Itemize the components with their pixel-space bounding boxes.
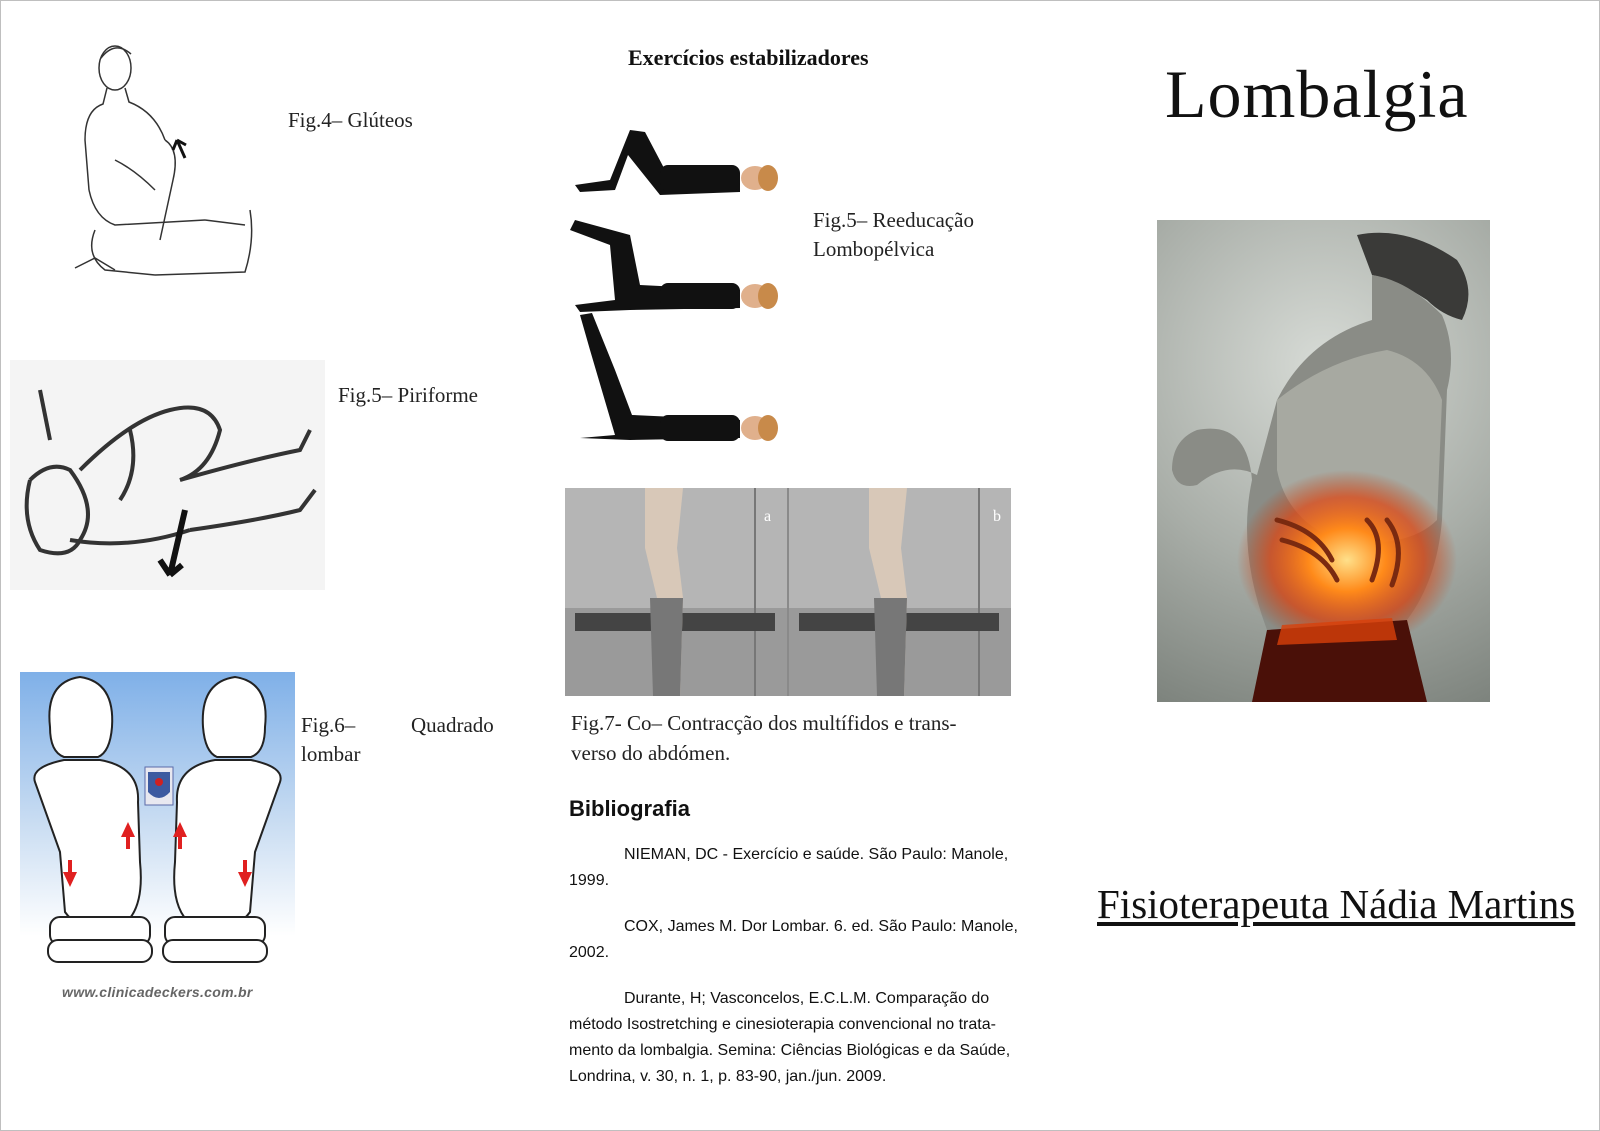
bib-entry [569, 842, 1039, 894]
bib-entry [569, 986, 1039, 1090]
fig4-caption: Fig.4– Glúteos [288, 108, 413, 132]
back-pain-photo [1157, 220, 1490, 702]
author-name: Fisioterapeuta Nádia Martins [1097, 881, 1576, 927]
bib-entry-line: mento da lombalgia. Semina: Ciências Biológicas e da Saúde, [569, 1042, 1011, 1059]
bib-entry-line: método Isostretching e cinesioterapia convencional no trata- [569, 1016, 996, 1033]
bibliography-list [569, 842, 1039, 1090]
fig6-caption-b: Quadrado [411, 713, 494, 737]
section-heading: Exercícios estabilizadores [628, 45, 869, 70]
fig5-piriform-caption: Fig.5– Piriforme [338, 383, 478, 407]
fig6-caption-c: lombar [301, 742, 361, 766]
bib-entry-line: 2002. [569, 944, 610, 961]
fig5-pelvic-caption-1: Fig.5– Reeducação [813, 208, 974, 232]
fig6-caption-a: Fig.6– [301, 713, 356, 737]
fig7-multifidus-photos [565, 488, 1011, 696]
bib-entry-line: Londrina, v. 30, n. 1, p. 83-90, jan./jun. 2009. [569, 1068, 887, 1085]
fig7-caption-2: verso do abdómen. [571, 741, 731, 765]
bibliography-title: Bibliografia [569, 796, 691, 821]
bib-entry [569, 914, 1039, 966]
document-title: Lombalgia [1165, 56, 1469, 132]
fig6-watermark: www.clinicadeckers.com.br [62, 984, 253, 1000]
bib-entry-line: COX, James M. Dor Lombar. 6. ed. São Paulo: Manole, [624, 918, 1018, 935]
clinic-logo-icon [145, 767, 173, 805]
fig4-gluteus-illustration [55, 40, 265, 280]
fig5-pelvic-caption-2: Lombopélvica [813, 237, 935, 261]
fig5-piriformis-illustration [10, 360, 325, 590]
fig7-label-a: a [764, 508, 772, 525]
fig7-caption-1: Fig.7- Co– Contracção dos multífidos e trans- [571, 711, 957, 735]
bib-entry-line: 1999. [569, 872, 610, 889]
fig5-pelvic-exercise-photos [570, 120, 790, 460]
bib-entry-line: Durante, H; Vasconcelos, E.C.L.M. Comparação do [624, 990, 990, 1007]
fig7-label-b: b [993, 508, 1001, 525]
fig6-quadratus-illustration [20, 672, 295, 1002]
bib-entry-line: NIEMAN, DC - Exercício e saúde. São Paulo: Manole, [624, 846, 1009, 863]
